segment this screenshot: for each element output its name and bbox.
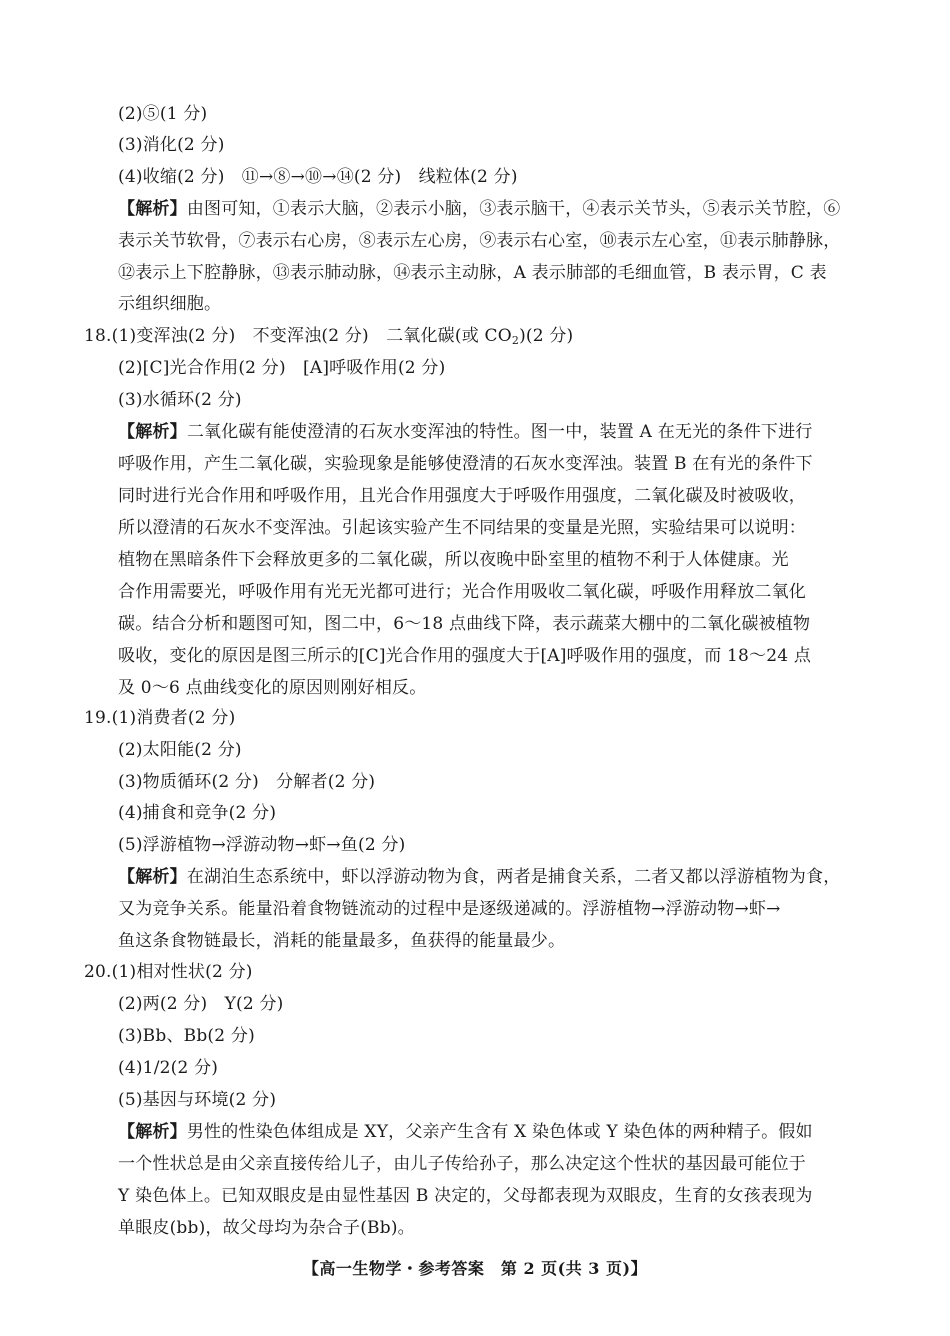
q17-analysis-line-2: 表示关节软骨，⑦表示右心房，⑧表示左心房，⑨表示右心室，⑩表示左心室，⑪表示肺静脉， xyxy=(118,231,841,251)
q19-answer-3: (3)物质循环(2 分) 分解者(2 分) xyxy=(118,772,376,792)
q19-answer-1: 19.(1)消费者(2 分) xyxy=(84,708,236,728)
q18-analysis-line-2: 呼吸作用，产生二氧化碳，实验现象是能够使澄清的石灰水变浑浊。装置 B 在有光的条件下 xyxy=(118,454,813,474)
q17-analysis-line-3: ⑫表示上下腔静脉，⑬表示肺动脉，⑭表示主动脉，A 表示肺部的毛细血管，B 表示胃，C 表 xyxy=(118,263,827,283)
q18-analysis-line-3: 同时进行光合作用和呼吸作用，且光合作用强度大于呼吸作用强度，二氧化碳及时被吸收， xyxy=(118,486,806,506)
q20-answer-3: (3)Bb、Bb(2 分) xyxy=(118,1026,255,1046)
q20-answer-4: (4)1/2(2 分) xyxy=(118,1058,219,1078)
q18-answer-1: 18.(1)变浑浊(2 分) 不变浑浊(2 分) 二氧化碳(或 $CO_2)(2$ 分) xyxy=(84,326,574,347)
q17-analysis-line-1: 【解析】由图可知，①表示大脑，②表示小脑，③表示脑干，④表示关节头，⑤表示关节腔，⑥ xyxy=(118,199,841,219)
q20-analysis-line-2: 一个性状总是由父亲直接传给儿子，由儿子传给孙子，那么决定这个性状的基因最可能位于 xyxy=(118,1154,806,1174)
q18-analysis-line-4: 所以澄清的石灰水不变浑浊。引起该实验产生不同结果的变量是光照，实验结果可以说明： xyxy=(118,518,806,538)
q19-answer-4: (4)捕食和竞争(2 分) xyxy=(118,803,277,823)
q20-answer-1: 20.(1)相对性状(2 分) xyxy=(84,962,253,982)
q19-analysis-line-2: 又为竞争关系。能量沿着食物链流动的过程中是逐级递减的。浮游植物→浮游动物→虾→ xyxy=(118,899,781,919)
q19-analysis-line-3: 鱼这条食物链最长，消耗的能量最多，鱼获得的能量最少。 xyxy=(118,931,566,951)
q19-analysis-line-1: 【解析】在湖泊生态系统中，虾以浮游动物为食，两者是捕食关系，二者又都以浮游植物为食， xyxy=(118,867,841,887)
q18-analysis-line-5: 植物在黑暗条件下会释放更多的二氧化碳，所以夜晚中卧室里的植物不利于人体健康。光 xyxy=(118,550,789,570)
analysis-label: 【解析】 xyxy=(118,199,187,219)
analysis-label: 【解析】 xyxy=(118,867,187,887)
q19-answer-5: (5)浮游植物→浮游动物→虾→鱼(2 分) xyxy=(118,835,406,855)
q19-answer-2: (2)太阳能(2 分) xyxy=(118,740,242,760)
q17-analysis-line-4: 示组织细胞。 xyxy=(118,294,222,314)
q18-analysis-line-6: 合作用需要光，呼吸作用有光无光都可进行；光合作用吸收二氧化碳，呼吸作用释放二氧化 xyxy=(118,582,806,602)
q17-answer-2: (2)⑤(1 分) xyxy=(118,104,208,124)
analysis-label: 【解析】 xyxy=(118,1122,187,1142)
q18-analysis-line-8: 吸收，变化的原因是图三所示的[C]光合作用的强度大于[A]呼吸作用的强度，而 18～24 点 xyxy=(118,646,812,666)
q20-answer-5: (5)基因与环境(2 分) xyxy=(118,1090,277,1110)
q17-answer-3: (3)消化(2 分) xyxy=(118,135,225,155)
q18-analysis-line-1: 【解析】二氧化碳有能使澄清的石灰水变浑浊的特性。图一中，装置 A 在无光的条件下进行 xyxy=(118,422,813,442)
q20-analysis-line-1: 【解析】男性的性染色体组成是 XY，父亲产生含有 X 染色体或 Y 染色体的两种精子。假如 xyxy=(118,1122,813,1142)
q20-analysis-line-4: 单眼皮(bb)，故父母均为杂合子(Bb)。 xyxy=(118,1218,415,1238)
q18-analysis-line-9: 及 0～6 点曲线变化的原因则刚好相反。 xyxy=(118,678,427,698)
q18-answer-2: (2)[C]光合作用(2 分) [A]呼吸作用(2 分) xyxy=(118,358,446,378)
page-footer: 【高一生物学・参考答案 第 2 页(共 3 页)】 xyxy=(302,1259,648,1278)
q20-answer-2: (2)两(2 分) Y(2 分) xyxy=(118,994,284,1014)
q17-answer-4: (4)收缩(2 分) ⑪→⑧→⑩→⑭(2 分) 线粒体(2 分) xyxy=(118,167,518,187)
q18-answer-3: (3)水循环(2 分) xyxy=(118,390,242,410)
analysis-label: 【解析】 xyxy=(118,422,187,442)
q18-analysis-line-7: 碳。结合分析和题图可知，图二中，6～18 点曲线下降，表示蔬菜大棚中的二氧化碳被植物 xyxy=(118,614,811,634)
q20-analysis-line-3: Y 染色体上。已知双眼皮是由显性基因 B 决定的，父母都表现为双眼皮，生育的女孩表现为 xyxy=(118,1186,813,1206)
